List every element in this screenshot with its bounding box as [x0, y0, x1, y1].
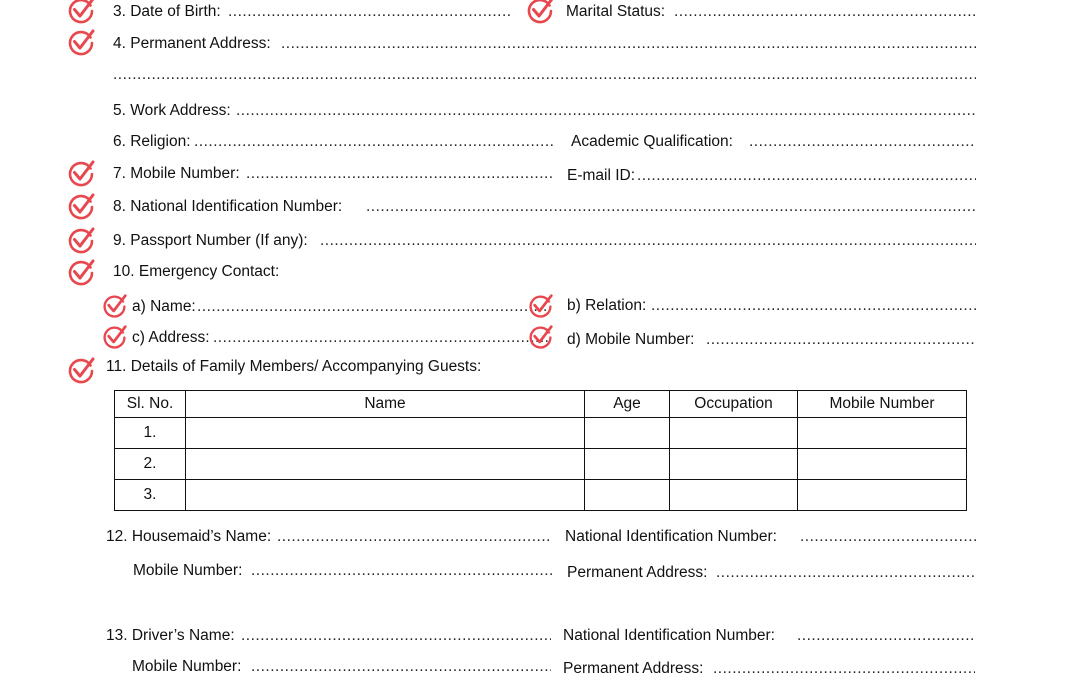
nid-label: 8. National Identification Number: [113, 198, 343, 215]
ec-relation-field[interactable] [651, 296, 976, 316]
table-row [115, 418, 967, 449]
driver-mobile-field[interactable] [251, 657, 551, 677]
ec-relation-label: b) Relation: [567, 297, 647, 314]
marital-status-label: Marital Status: [566, 3, 666, 20]
housemaid-name-label: 12. Housemaid’s Name: [106, 528, 272, 545]
header-occupation: Occupation [670, 391, 798, 418]
check-icon [527, 324, 554, 351]
ec-mobile-field[interactable] [706, 330, 976, 350]
housemaid-mobile-label: Mobile Number: [133, 562, 243, 579]
check-icon [66, 0, 96, 26]
name-cell[interactable] [186, 449, 585, 480]
emergency-contact-label: 10. Emergency Contact: [113, 263, 280, 280]
check-icon [66, 159, 96, 189]
dob-field[interactable] [228, 2, 510, 22]
mobile-cell[interactable] [798, 480, 967, 511]
name-cell[interactable] [186, 418, 585, 449]
age-cell[interactable] [585, 480, 670, 511]
passport-field[interactable] [320, 231, 976, 251]
driver-mobile-label: Mobile Number: [132, 658, 242, 675]
driver-nid-label: National Identification Number: [563, 627, 775, 644]
housemaid-mobile-field[interactable] [251, 561, 552, 581]
check-icon [66, 28, 96, 58]
table-row [115, 449, 967, 480]
row-sl-no: 2. [115, 449, 186, 480]
mobile-number-field[interactable] [246, 164, 554, 184]
check-icon [527, 293, 554, 320]
age-cell[interactable] [585, 449, 670, 480]
permanent-address-field[interactable] [281, 34, 976, 54]
driver-address-label: Permanent Address: [563, 660, 704, 677]
ec-name-label: a) Name: [132, 298, 196, 315]
family-members-table [114, 390, 967, 511]
check-icon [66, 258, 96, 288]
driver-name-field[interactable] [241, 626, 551, 646]
check-icon [525, 0, 555, 26]
housemaid-name-field[interactable] [277, 527, 552, 547]
marital-status-field[interactable] [674, 2, 976, 22]
mobile-number-label: 7. Mobile Number: [113, 165, 240, 182]
housemaid-address-label: Permanent Address: [567, 564, 708, 581]
ec-mobile-label: d) Mobile Number: [567, 331, 695, 348]
driver-name-label: 13. Driver’s Name: [106, 627, 235, 644]
row-sl-no: 1. [115, 418, 186, 449]
mobile-cell[interactable] [798, 449, 967, 480]
passport-label: 9. Passport Number (If any): [113, 232, 308, 249]
housemaid-address-field[interactable] [716, 563, 976, 583]
academic-qualification-field[interactable] [749, 132, 976, 152]
check-icon [101, 324, 128, 351]
row-sl-no: 3. [115, 480, 186, 511]
occupation-cell[interactable] [670, 449, 798, 480]
ec-name-field[interactable] [197, 297, 549, 317]
email-id-field[interactable] [637, 166, 976, 186]
occupation-cell[interactable] [670, 480, 798, 511]
work-address-field[interactable] [236, 101, 976, 121]
housemaid-nid-field[interactable] [800, 527, 976, 547]
mobile-cell[interactable] [798, 418, 967, 449]
header-sl-no: Sl. No. [115, 391, 186, 418]
permanent-address-label: 4. Permanent Address: [113, 35, 271, 52]
check-icon [66, 356, 96, 386]
permanent-address-field-line2[interactable] [113, 65, 976, 85]
name-cell[interactable] [186, 480, 585, 511]
religion-label: 6. Religion: [113, 133, 191, 150]
occupation-cell[interactable] [670, 418, 798, 449]
age-cell[interactable] [585, 418, 670, 449]
driver-address-field[interactable] [713, 659, 975, 679]
work-address-label: 5. Work Address: [113, 102, 231, 119]
header-mobile-number: Mobile Number [798, 391, 967, 418]
driver-nid-field[interactable] [797, 626, 975, 646]
header-name: Name [186, 391, 585, 418]
dob-label: 3. Date of Birth: [113, 3, 221, 20]
check-icon [66, 192, 96, 222]
check-icon [66, 226, 96, 256]
header-age: Age [585, 391, 670, 418]
email-id-label: E-mail ID: [567, 167, 636, 184]
table-row [115, 480, 967, 511]
ec-address-label: c) Address: [132, 329, 210, 346]
ec-address-field[interactable] [213, 328, 549, 348]
table-header-row [115, 391, 967, 418]
nid-field[interactable] [366, 197, 976, 217]
housemaid-nid-label: National Identification Number: [565, 528, 777, 545]
academic-qualification-label: Academic Qualification: [571, 133, 733, 150]
religion-field[interactable] [194, 132, 554, 152]
family-members-label: 11. Details of Family Members/ Accompanying Guests: [106, 358, 482, 375]
check-icon [101, 293, 128, 320]
